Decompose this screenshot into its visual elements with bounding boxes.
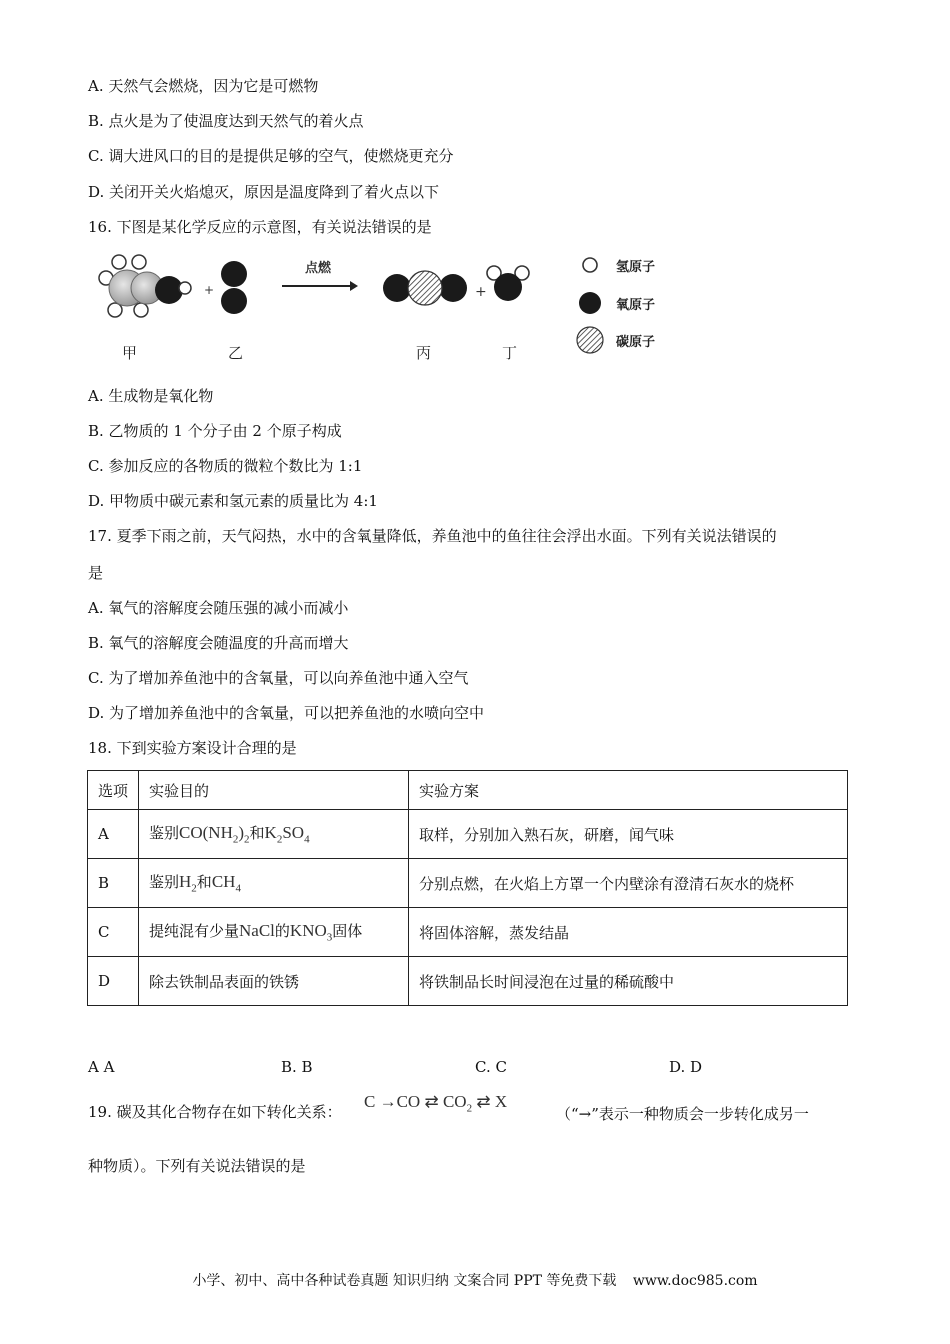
header-purpose: 实验目的: [139, 771, 409, 810]
q15-option-a: A. 天然气会燃烧，因为它是可燃物: [88, 77, 319, 95]
row-option: D: [88, 957, 139, 1006]
q16-option-a: A. 生成物是氧化物: [88, 387, 214, 405]
answer-c: C. C: [475, 1058, 507, 1076]
formula-potassium-sulfate: $K_2SO_4$: [264, 823, 310, 846]
row-purpose: [139, 810, 409, 859]
chain-arrow-icon: →: [379, 1092, 397, 1111]
q15-option-b: B. 点火是为了使温度达到天然气的着火点: [88, 112, 364, 130]
q17-stem-line1: 17. 夏季下雨之前，天气闷热，水中的含氧量降低，养鱼池中的鱼往往会浮出水面。下列有关说法错误的: [88, 527, 777, 545]
q19-transformation-chain: [364, 1092, 507, 1118]
purpose-prefix: 提纯混有少量: [149, 922, 240, 941]
legend-oxygen-label: 氧原子: [616, 298, 656, 313]
molecule-ding: [487, 266, 529, 301]
molecule-jia: [99, 255, 191, 317]
formula-potassium-nitrate: $KNO_3$: [289, 921, 333, 944]
page-footer: [0, 1270, 950, 1290]
chain-co: CO: [396, 1092, 421, 1111]
chain-reversible-icon: ⇄: [476, 1092, 491, 1111]
header-option: 选项: [88, 771, 139, 810]
legend-hydrogen-label: 氢原子: [616, 260, 656, 275]
q17-option-a: A. 氧气的溶解度会随压强的减小而减小: [88, 599, 349, 617]
row-purpose: [139, 908, 409, 957]
table-header-row: [88, 771, 848, 810]
header-plan: 实验方案: [409, 771, 848, 810]
q16-option-b: B. 乙物质的 1 个分子由 2 个原子构成: [88, 422, 342, 440]
reaction-diagram: [92, 252, 692, 364]
label-yi: 乙: [228, 344, 244, 362]
chain-co2: $CO_2$: [442, 1092, 473, 1115]
formula-urea: $CO(NH_2)_2$: [179, 823, 250, 846]
q19-stem-prefix: 19. 碳及其化合物存在如下转化关系：: [88, 1103, 342, 1121]
q15-option-d: D. 关闭开关火焰熄灭，原因是温度降到了着火点以下: [88, 183, 440, 201]
legend-carbon-label: 碳原子: [616, 335, 656, 350]
purpose-suffix: 固体: [332, 922, 363, 941]
table-row: [88, 957, 848, 1006]
table-row: [88, 810, 848, 859]
row-plan: 分别点燃，在火焰上方罩一个内壁涂有澄清石灰水的烧杯: [409, 859, 848, 908]
experiment-table: [87, 770, 848, 1006]
q19-stem-line2: 种物质）。下列有关说法错误的是: [88, 1157, 306, 1175]
formula-hydrogen: $H_2$: [179, 872, 197, 895]
legend-hydrogen-swatch: [583, 258, 597, 272]
molecule-bing: [383, 271, 467, 305]
plus-sign-1: +: [204, 283, 215, 297]
purpose-prefix: 鉴别: [149, 824, 180, 843]
reaction-condition: 点燃: [305, 261, 332, 276]
row-option: B: [88, 859, 139, 908]
purpose-connector: 和: [249, 824, 265, 843]
row-plan: 将固体溶解，蒸发结晶: [409, 908, 848, 957]
chain-x: X: [494, 1092, 508, 1111]
q16-option-d: D. 甲物质中碳元素和氢元素的质量比为 4:1: [88, 492, 378, 510]
diagram-legend: [577, 258, 655, 353]
footer-url[interactable]: www.doc985.com: [632, 1273, 758, 1289]
answer-b: B. B: [281, 1058, 313, 1076]
answer-d: D. D: [669, 1058, 703, 1076]
chain-reversible-icon: ⇄: [424, 1092, 439, 1111]
row-plan: 将铁制品长时间浸泡在过量的稀硫酸中: [409, 957, 848, 1006]
formula-sodium-chloride: NaCl: [239, 921, 275, 941]
table-row: [88, 908, 848, 957]
chain-carbon: C: [364, 1092, 376, 1111]
table-row: [88, 859, 848, 908]
q17-option-b: B. 氧气的溶解度会随温度的升高而增大: [88, 634, 349, 652]
row-purpose: [139, 859, 409, 908]
footer-text: 小学、初中、高中各种试卷真题 知识归纳 文案合同 PPT 等免费下载: [192, 1273, 617, 1289]
q16-stem: 16. 下图是某化学反应的示意图，有关说法错误的是: [88, 218, 432, 236]
molecule-yi: [221, 261, 247, 314]
q17-option-c: C. 为了增加养鱼池中的含氧量，可以向养鱼池中通入空气: [88, 669, 469, 687]
row-option: C: [88, 908, 139, 957]
q17-option-d: D. 为了增加养鱼池中的含氧量，可以把养鱼池的水喷向空中: [88, 704, 485, 722]
purpose-connector: 和: [196, 873, 212, 892]
row-purpose: 除去铁制品表面的铁锈: [139, 957, 409, 1006]
label-ding: 丁: [502, 344, 518, 362]
plus-sign-2: +: [475, 284, 487, 300]
row-option: A: [88, 810, 139, 859]
label-bing: 丙: [416, 344, 432, 362]
purpose-prefix: 鉴别: [149, 873, 180, 892]
q17-stem-line2: 是: [88, 564, 104, 582]
row-plan: 取样，分别加入熟石灰，研磨，闻气味: [409, 810, 848, 859]
formula-methane: $CH_4$: [211, 872, 241, 895]
purpose-connector: 的: [274, 922, 290, 941]
q15-option-c: C. 调大进风口的目的是提供足够的空气，使燃烧更充分: [88, 147, 454, 165]
q16-option-c: C. 参加反应的各物质的微粒个数比为 1:1: [88, 457, 363, 475]
legend-carbon-swatch: [577, 327, 603, 353]
reaction-arrow-head: [350, 281, 358, 291]
legend-oxygen-swatch: [579, 292, 601, 314]
answer-a: A A: [88, 1058, 115, 1076]
q18-stem: 18. 下到实验方案设计合理的是: [88, 739, 297, 757]
q19-stem-suffix: （“→”表示一种物质会一步转化成另一: [556, 1105, 809, 1123]
label-jia: 甲: [122, 344, 138, 362]
